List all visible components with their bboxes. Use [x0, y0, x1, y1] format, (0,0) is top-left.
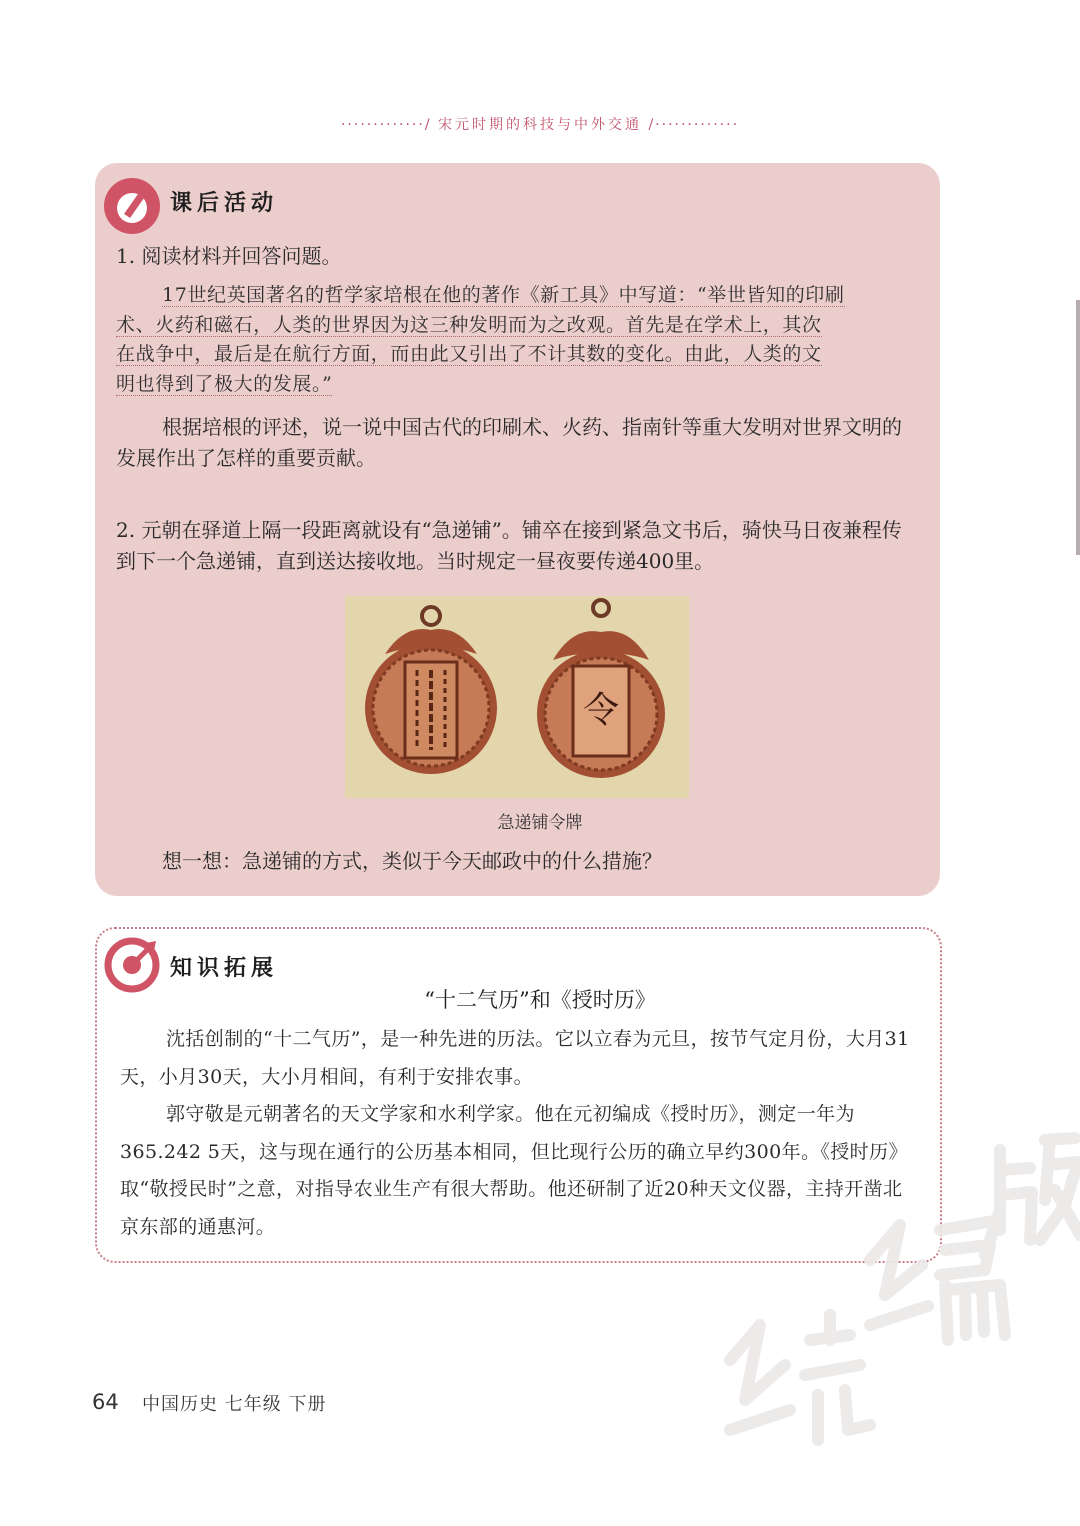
token-character: 令 [582, 690, 619, 731]
token-image [345, 596, 689, 798]
question-1-prompt: 根据培根的评述，说一说中国古代的印刷术、火药、指南针等重大发明对世界文明的发展作出了怎样的重要贡献。 [116, 415, 902, 470]
knowledge-title: 知识拓展 [170, 956, 279, 981]
book-title: 中国历史 七年级 下册 [142, 1394, 327, 1415]
bacon-quote [116, 281, 916, 399]
page-edge-mark [1076, 300, 1080, 555]
knowledge-paragraph: 沈括创制的“十二气历”，是一种先进的历法。它以立春为元旦，按节气定月份，大月31天，小月30天，大小月相间，有利于安排农事。 [120, 1028, 910, 1088]
page-number: 64 [92, 1390, 119, 1414]
knowledge-heading: “十二气历”和《授时历》 [424, 988, 656, 1012]
knowledge-paragraph: 郭守敬是元朝著名的天文学家和水利学家。他在元初编成《授时历》，测定一年为365.242 5天，这与现在通行的公历基本相同，但比现行公历的确立早约300年。《授时历》取“敬授民时”之意，对指导农业生产有很大帮助。他还研制了近20种天文仪器，主持开凿北京东部的通惠河。 [120, 1103, 908, 1238]
photo-caption: 急递铺令牌 [497, 813, 583, 833]
question-1-label: 1. 阅读材料并回答问题。 [116, 244, 342, 268]
header-dots-left: ·············/ [340, 117, 438, 133]
activity-icon [104, 178, 160, 234]
question-2-text: 2. 元朝在驿道上隔一段距离就设有“急递铺”。铺卒在接到紧急文书后，骑快马日夜兼程传到下一个急递铺，直到送达接收地。当时规定一昼夜要传递400里。 [116, 518, 902, 573]
quote-line: 在战争中，最后是在航行方面，而由此又引出了不计其数的变化。由此，人类的文 [116, 343, 822, 365]
pencil-icon [104, 178, 160, 234]
activity-title: 课后活动 [170, 191, 279, 216]
token-photo [345, 596, 689, 798]
quote-line: 17世纪英国著名的哲学家培根在他的著作《新工具》中写道：“举世皆知的印刷 [162, 284, 845, 306]
quote-line: 明也得到了极大的发展。” [116, 372, 333, 395]
running-header [0, 114, 1080, 134]
quote-line: 术、火药和磁石，人类的世界因为这三种发明而为之改观。首先是在学术上，其次 [116, 313, 822, 336]
running-title: 宋元时期的科技与中外交通 [438, 117, 642, 133]
watermark [700, 1110, 1080, 1510]
header-dots-right: /············· [642, 117, 740, 133]
think-prompt: 想一想：急递铺的方式，类似于今天邮政中的什么措施？ [162, 849, 662, 873]
